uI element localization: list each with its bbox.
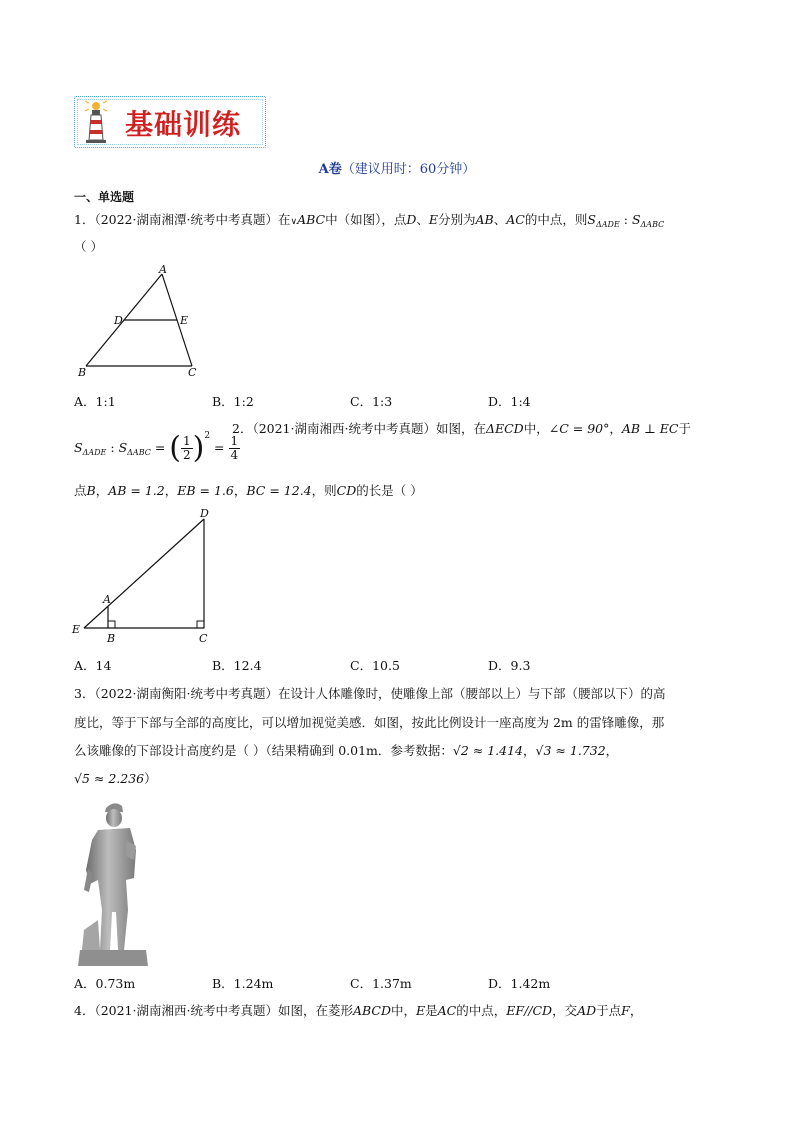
ans-pow: 2: [204, 431, 211, 441]
q2-prefix: 2．（2021·湖南湘西·统考中考真题）如图，在: [232, 421, 486, 436]
q3-option-c[interactable]: C．1.37m: [350, 976, 412, 991]
subtitle-volume: A卷: [318, 162, 342, 177]
q3-option-d[interactable]: D．1.42m: [488, 976, 551, 991]
q1-sep: 、: [416, 212, 429, 227]
q1-ab: AB: [475, 212, 494, 227]
q4-e: ，交: [552, 1003, 578, 1018]
q4-ad: AD: [577, 1003, 597, 1018]
q1-point-d: D: [406, 212, 417, 227]
ans-den: 2: [182, 448, 191, 462]
q1-prefix: 1．（2022·湖南湘潭·统考中考真题）在: [74, 212, 291, 227]
ans-s2: S: [118, 440, 128, 455]
q2-point-b: B: [86, 483, 96, 498]
q3-l3a: 么该雕像的下部设计高度约是（ ）（结果精确到 0.01m．参考数据：: [74, 743, 453, 758]
ans-num: 1: [182, 434, 191, 448]
q4-d: 的中点，: [456, 1003, 507, 1018]
q1-s1: S: [587, 212, 596, 227]
q1-mid3: 的中点，则: [524, 212, 588, 227]
q1-option-d[interactable]: D．1:4: [488, 394, 531, 409]
q2-option-d[interactable]: D．9.3: [488, 658, 531, 673]
q2-cd: CD: [336, 483, 357, 498]
q2-angle: ∠C = 90°: [548, 421, 610, 436]
q2-tri: ΔECD: [485, 421, 524, 436]
q2-l2e: ，则: [311, 483, 337, 498]
q3-l3c: ，: [605, 743, 619, 758]
q2-ab: AB = 1.2: [108, 483, 165, 498]
q3-option-b[interactable]: B．1.24m: [212, 976, 274, 991]
question-3-line3: [74, 742, 618, 760]
question-3-line2: 度比，等于下部与全部的高度比，可以增加视觉美感．如图，按此比例设计一座高度为 2m 的雷锋雕像，那: [74, 715, 665, 730]
question-3-line4: [74, 770, 157, 788]
q1-mid: 中（如图），点: [325, 212, 407, 227]
ans-rparen: ): [192, 430, 205, 466]
q2-l2d: ，: [233, 483, 247, 498]
q1-mid2: 分别为: [438, 212, 476, 227]
q1-ac: AC: [506, 212, 525, 227]
banner-title: 基础训练: [125, 108, 242, 141]
ans-colon: :: [106, 440, 119, 455]
q2-right-angle-b: [108, 621, 115, 628]
section-banner: [74, 96, 266, 148]
q4-a: 4．（2021·湖南湘西·统考中考真题）如图，在菱形: [74, 1003, 353, 1018]
q3-l4end: ）: [144, 771, 157, 786]
ans-num2: 1: [230, 434, 239, 448]
q4-point-f: F: [621, 1003, 630, 1018]
q1-triangle-figure: [74, 262, 214, 380]
q2-right-angle-c: [197, 621, 204, 628]
question-4-text: [74, 1002, 642, 1020]
q1-point-e: E: [428, 212, 439, 227]
q1-label-a: A: [159, 263, 167, 276]
q2-label-d: D: [200, 507, 209, 520]
q1-option-b[interactable]: B．1:2: [212, 394, 254, 409]
q4-f: 于点: [596, 1003, 622, 1018]
paper-subtitle: [0, 158, 794, 177]
question-3-line1: 3．（2022·湖南衡阳·统考中考真题）在设计人体雕像时，使雕像上部（腰部以上）与下部（腰部以下）的高: [74, 686, 666, 701]
q2-option-b[interactable]: B．12.4: [212, 658, 262, 673]
q2-t1: 中，: [523, 421, 549, 436]
q1-colon: :: [619, 212, 632, 227]
ans-s1-sub: ΔADE: [82, 448, 107, 457]
q4-b: 中，: [391, 1003, 417, 1018]
q2-side-ed: [84, 519, 204, 628]
q3-sqrt2: √2 ≈ 1.414: [452, 743, 524, 758]
ans-eq: =: [150, 440, 170, 455]
q2-eb: EB = 1.6: [177, 483, 234, 498]
q1-label-b: B: [78, 366, 87, 379]
q1-label-e: E: [180, 314, 189, 327]
q2-option-a[interactable]: A．14: [74, 658, 112, 673]
ans-den2: 4: [230, 448, 239, 462]
ans-lparen: (: [169, 430, 181, 466]
q2-label-b: B: [107, 632, 116, 645]
q2-l2f: 的长是（ ）: [356, 483, 423, 498]
ans-frac-quarter: [229, 435, 241, 462]
q2-label-c: C: [199, 632, 208, 645]
q3-l3b: ，: [523, 743, 536, 758]
q3-sqrt3: √3 ≈ 1.732: [535, 743, 606, 758]
q3-sqrt5: √5 ≈ 2.236: [74, 771, 145, 786]
q2-l2b: ，: [95, 483, 109, 498]
q1-triangle: ∨ABC: [290, 212, 326, 227]
q1-sep2: 、: [493, 212, 507, 227]
lighthouse-icon: [83, 100, 109, 144]
ans-eq2: =: [210, 440, 229, 455]
q2-triangle-figure: [66, 505, 226, 647]
q1-s2: S: [631, 212, 641, 227]
statue-image: [76, 800, 152, 966]
q4-point-e: E: [416, 1003, 426, 1018]
q1-option-c[interactable]: C．1:3: [350, 394, 393, 409]
q2-option-c[interactable]: C．10.5: [350, 658, 400, 673]
q2-label-a: A: [103, 593, 111, 606]
q1-s1-sub: ΔADE: [595, 220, 620, 229]
q1-option-a[interactable]: A．1:1: [74, 394, 116, 409]
q2-bc: BC = 12.4: [246, 483, 312, 498]
question-1-text: [74, 211, 664, 234]
q2-l2a: 点: [74, 483, 87, 498]
question-2-text-line2: [74, 482, 423, 500]
q2-t3: 于: [678, 421, 691, 436]
q4-g: ，: [629, 1003, 643, 1018]
ans-s2-sub: ΔABC: [127, 448, 151, 457]
q4-ef: EF//CD: [506, 1003, 553, 1018]
subtitle-time: （建议用时：60分钟）: [341, 162, 476, 177]
q1-tri-label: ABC: [297, 212, 326, 227]
q1-s2-sub: ΔABC: [640, 220, 665, 229]
q2-perp: AB ⊥ EC: [621, 421, 679, 436]
q1-label-c: C: [188, 366, 197, 379]
q2-l2c: ，: [164, 483, 178, 498]
q1-answer-formula: [74, 418, 240, 471]
question-2-text: [232, 420, 691, 438]
q2-t2: ，: [609, 421, 622, 436]
ans-s1: S: [74, 440, 83, 455]
q3-option-a[interactable]: A．0.73m: [74, 976, 136, 991]
ans-frac-half: [181, 435, 193, 462]
q2-label-e: E: [72, 623, 81, 636]
q4-ac: AC: [437, 1003, 457, 1018]
q1-label-d: D: [114, 314, 123, 327]
q1-answer-paren: （ ）: [74, 239, 103, 254]
q4-c: 是: [425, 1003, 438, 1018]
section-heading: 一、单选题: [74, 190, 135, 204]
q4-abcd: ABCD: [352, 1003, 391, 1018]
